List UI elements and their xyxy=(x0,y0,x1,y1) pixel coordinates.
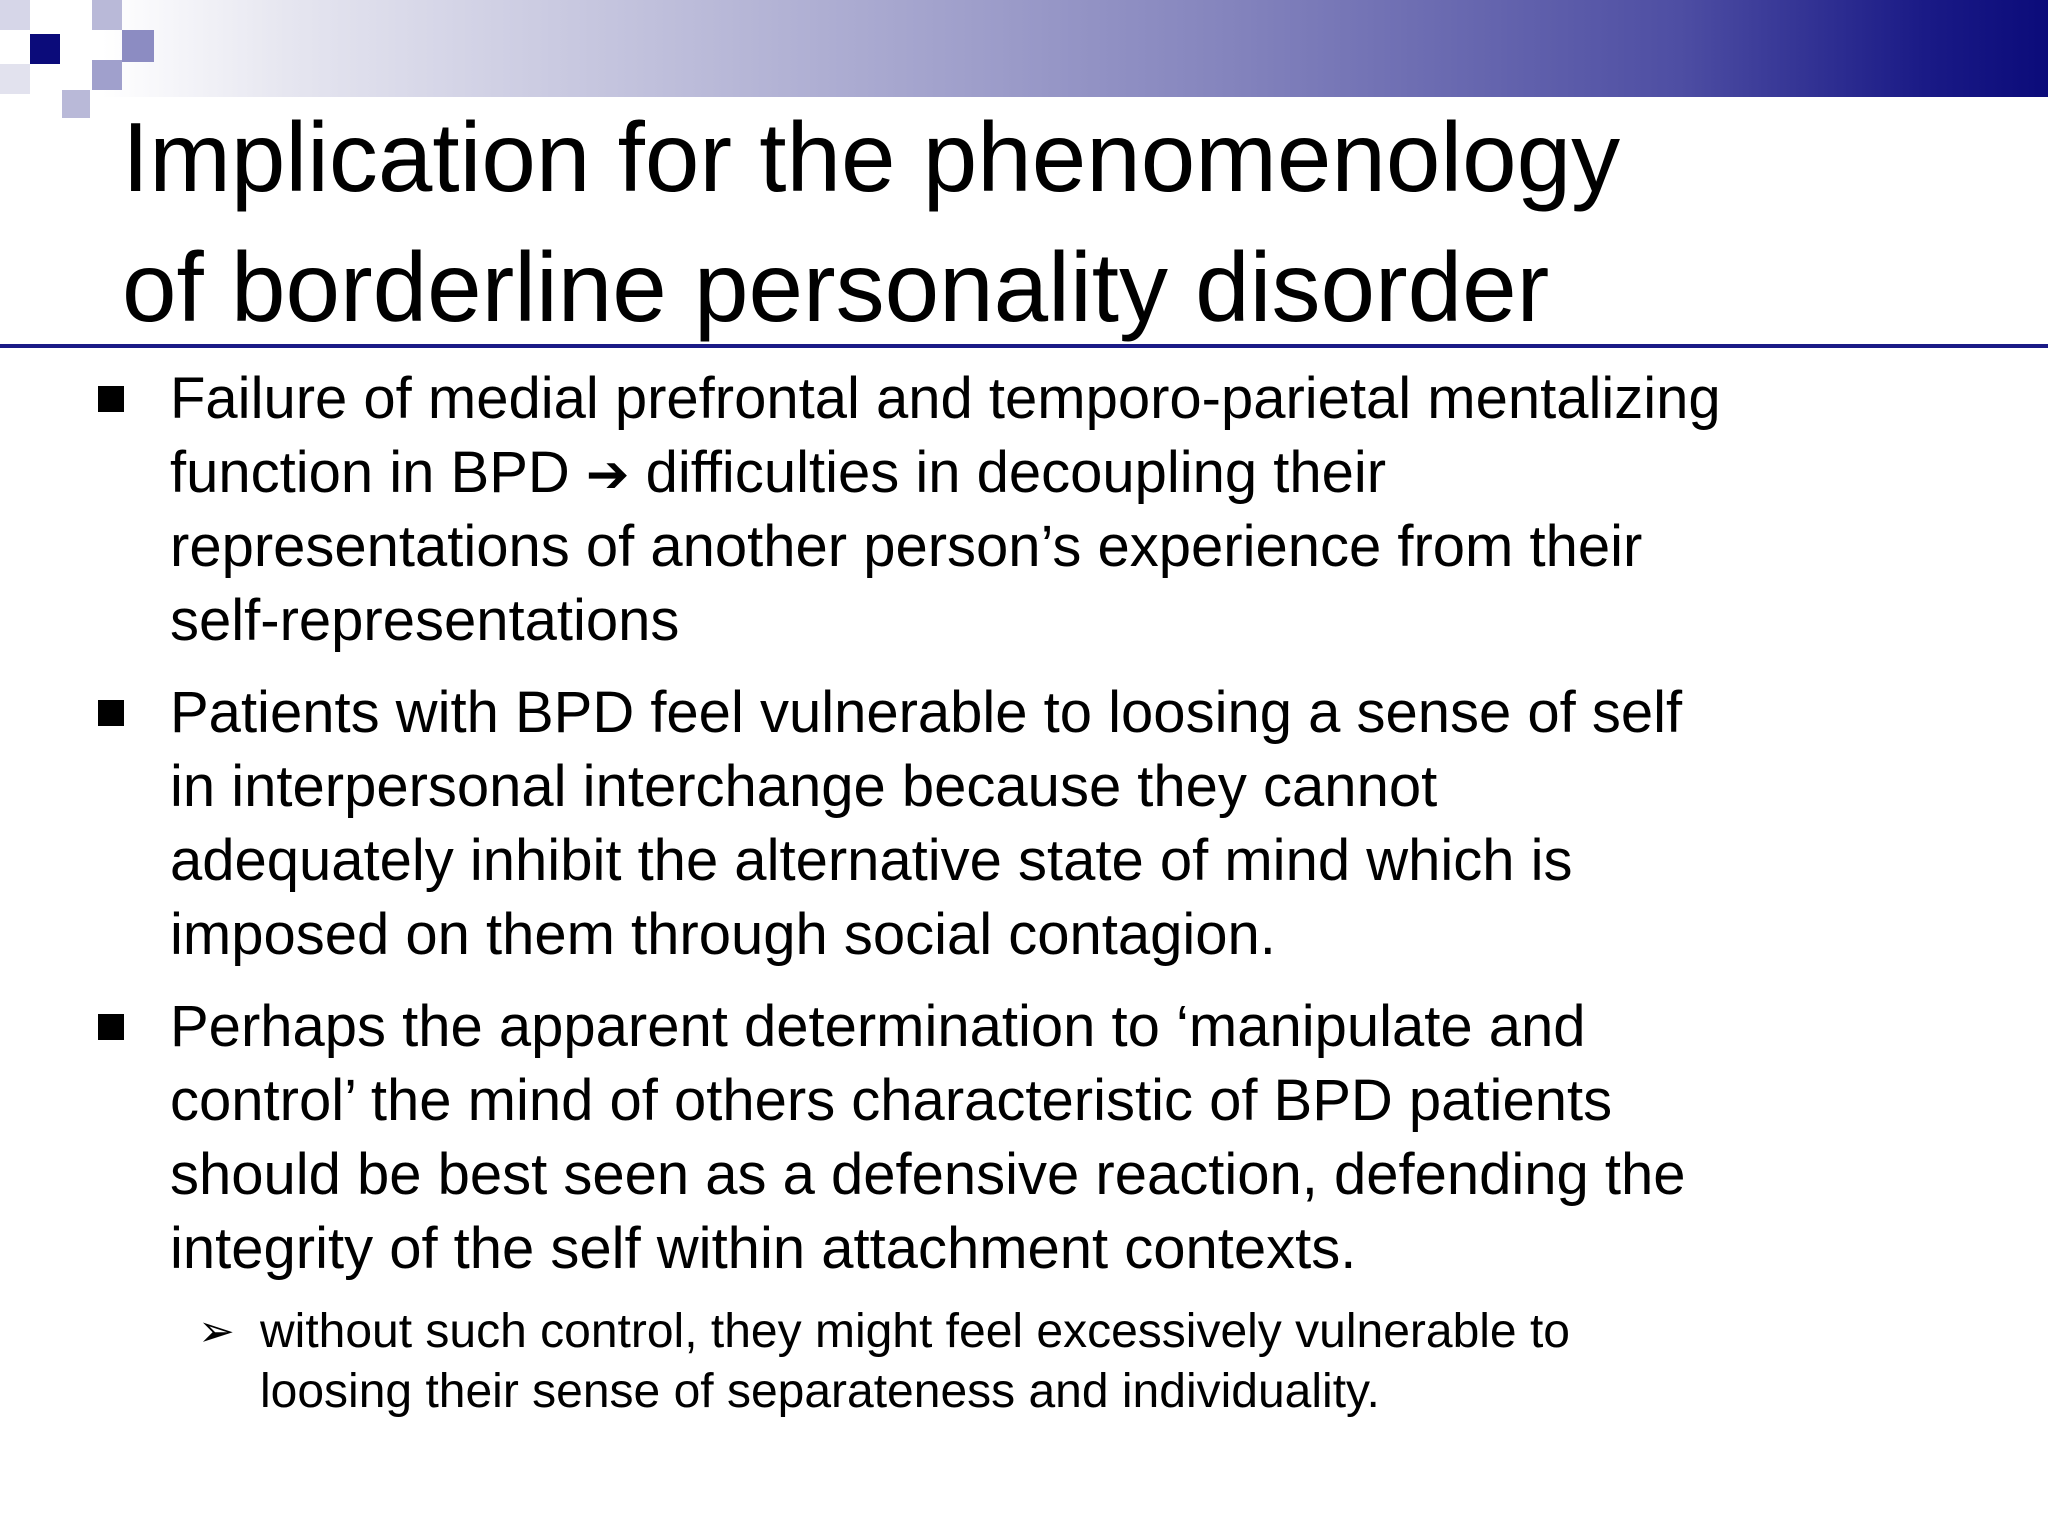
bullet-1-line-1: Failure of medial prefrontal and temporo-parietal mentalizing xyxy=(170,366,1721,431)
header-gradient-band xyxy=(0,0,2048,97)
bullet-1-line-2 xyxy=(170,436,2030,510)
right-arrow-icon: ➔ xyxy=(585,446,630,504)
square-light-top xyxy=(0,0,30,30)
bullet-2-line-4: imposed on them through social contagion. xyxy=(170,902,1276,967)
bullet-1-line-4: self-representations xyxy=(170,588,680,653)
bullet-item-2 xyxy=(0,676,2030,972)
bullet-2-line-2: in interpersonal interchange because they cannot xyxy=(170,754,1438,819)
square-mid-top-right xyxy=(92,0,122,30)
bullet-item-3 xyxy=(0,990,2030,1286)
bullet-3-line-2: control’ the mind of others characteristic of BPD patients xyxy=(170,1068,1613,1133)
bullet-1-line-2-start: function in BPD xyxy=(170,440,570,505)
square-light-left xyxy=(0,64,30,94)
bullet-item-1 xyxy=(0,362,2030,658)
square-bullet-icon xyxy=(98,700,124,726)
square-mid-lower xyxy=(92,60,122,90)
sub-bullet-line-2: loosing their sense of separateness and individuality. xyxy=(260,1365,1380,1418)
bullet-1-line-3: representations of another person’s experience from their xyxy=(170,514,1643,579)
arrowhead-bullet-icon: ➢ xyxy=(198,1307,235,1356)
square-bullet-icon xyxy=(98,386,124,412)
square-mid-right xyxy=(122,30,154,62)
bullet-2-line-3: adequately inhibit the alternative state of mind which is xyxy=(170,828,1573,893)
square-dark xyxy=(30,34,60,64)
slide-title-line-1: Implication for the phenomenology xyxy=(122,102,1621,212)
slide-title xyxy=(122,92,2002,352)
bullet-3-line-4: integrity of the self within attachment contexts. xyxy=(170,1216,1357,1281)
bullet-3-line-1: Perhaps the apparent determination to ‘manipulate and xyxy=(170,994,1586,1059)
sub-bullet-line-1: without such control, they might feel excessively vulnerable to xyxy=(260,1305,1570,1358)
bullet-list xyxy=(0,362,2048,1422)
title-divider-line xyxy=(0,344,2048,348)
sub-bullet-item-1 xyxy=(0,1302,2020,1422)
bullet-1-line-2-end: difficulties in decoupling their xyxy=(645,440,1387,505)
square-bottom xyxy=(62,90,90,118)
square-bullet-icon xyxy=(98,1014,124,1040)
bullet-3-line-3: should be best seen as a defensive reaction, defending the xyxy=(170,1142,1686,1207)
bullet-2-line-1: Patients with BPD feel vulnerable to loosing a sense of self xyxy=(170,680,1683,745)
slide-title-line-2: of borderline personality disorder xyxy=(122,232,1550,342)
